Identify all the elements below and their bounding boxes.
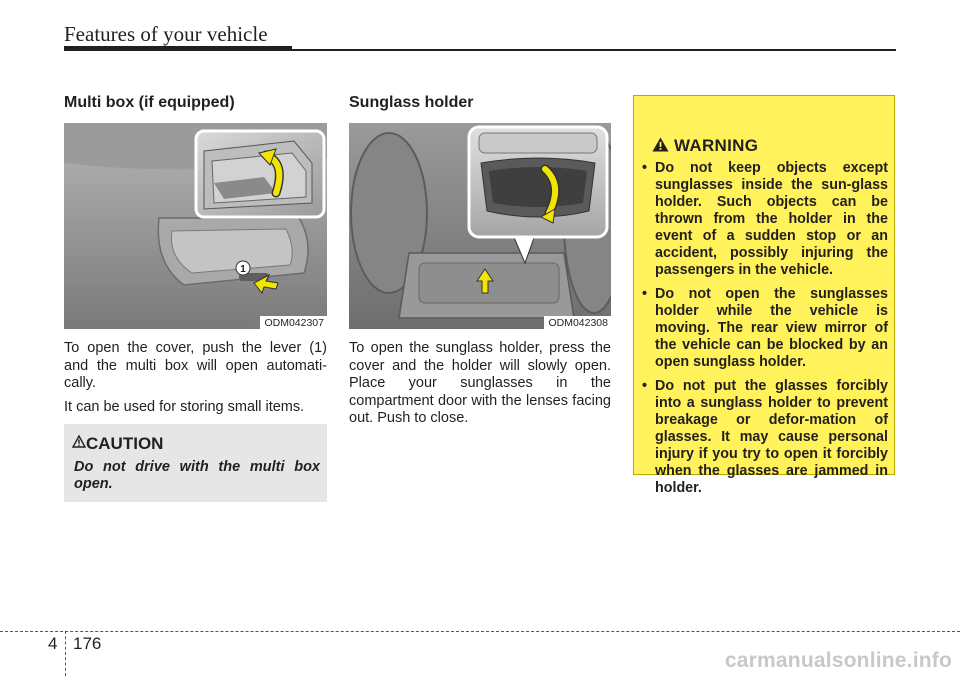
- sunglass-holder-paragraph: To open the sunglass holder, press the cover and the holder will slowly open. Place your sunglasses in the compartment door with the lenses facing out. Push to close.: [349, 340, 611, 426]
- sunglass-holder-text: [349, 340, 611, 434]
- warning-title: WARNING: [674, 136, 759, 155]
- warning-item: [642, 160, 888, 279]
- callout-number: 1: [240, 264, 246, 275]
- bullet-icon: •: [642, 378, 648, 394]
- multi-box-paragraph: It can be used for storing small items.: [64, 398, 305, 415]
- bullet-icon: •: [642, 286, 648, 302]
- header-rule-thin: [292, 49, 896, 51]
- warning-triangle-icon: [652, 137, 669, 152]
- page-number: 176: [73, 634, 102, 653]
- footer-dashed-divider: [65, 631, 66, 676]
- sunglass-holder-figure: [349, 123, 611, 329]
- warning-item-text: Do not open the sunglasses holder while the vehicle is moving. The rear view mirror of the vehicle can be blocked by an open sunglass holder.: [655, 286, 888, 370]
- warning-item: [642, 286, 888, 371]
- warning-box: [633, 95, 895, 496]
- multi-box-figure: [64, 123, 327, 329]
- caution-text: Do not drive with the multi box open.: [74, 459, 320, 492]
- header-rule-thick: [64, 46, 292, 51]
- caution-triangle-icon: [72, 435, 86, 448]
- caution-box: [64, 424, 327, 502]
- footer-dashed-line: [0, 631, 960, 632]
- warning-item-text: Do not keep objects except sunglasses inside the sun-glass holder. Such objects can be thrown from the holder in the event of a sudden stop or an accident, possibly injuring the passengers in the vehicle.: [655, 160, 888, 278]
- sunglass-holder-illustration: [349, 123, 611, 329]
- multi-box-text: [64, 340, 327, 422]
- multi-box-heading: Multi box (if equipped): [64, 94, 235, 111]
- header-title: Features of your vehicle: [64, 22, 268, 46]
- watermark: carmanualsonline.info: [724, 649, 952, 672]
- multi-box-figure-code: ODM042307: [260, 316, 327, 329]
- multi-box-illustration: [64, 123, 327, 329]
- warning-item-text: Do not put the glasses forcibly into a sunglass holder to prevent breakage or defor-mation of glasses. It may cause personal injury if you try to open it forcibly when the glasses are jammed in holder.: [655, 378, 888, 496]
- section-number: 4: [48, 634, 58, 653]
- caution-title: CAUTION: [86, 434, 164, 453]
- sunglass-holder-figure-code: ODM042308: [544, 316, 611, 329]
- multi-box-paragraph: To open the cover, push the lever (1) and the multi box will open automati-cally.: [64, 340, 327, 391]
- bullet-icon: •: [642, 160, 648, 176]
- warning-item: [642, 378, 888, 497]
- sunglass-holder-heading: Sunglass holder: [349, 94, 474, 111]
- warning-list: [642, 160, 888, 504]
